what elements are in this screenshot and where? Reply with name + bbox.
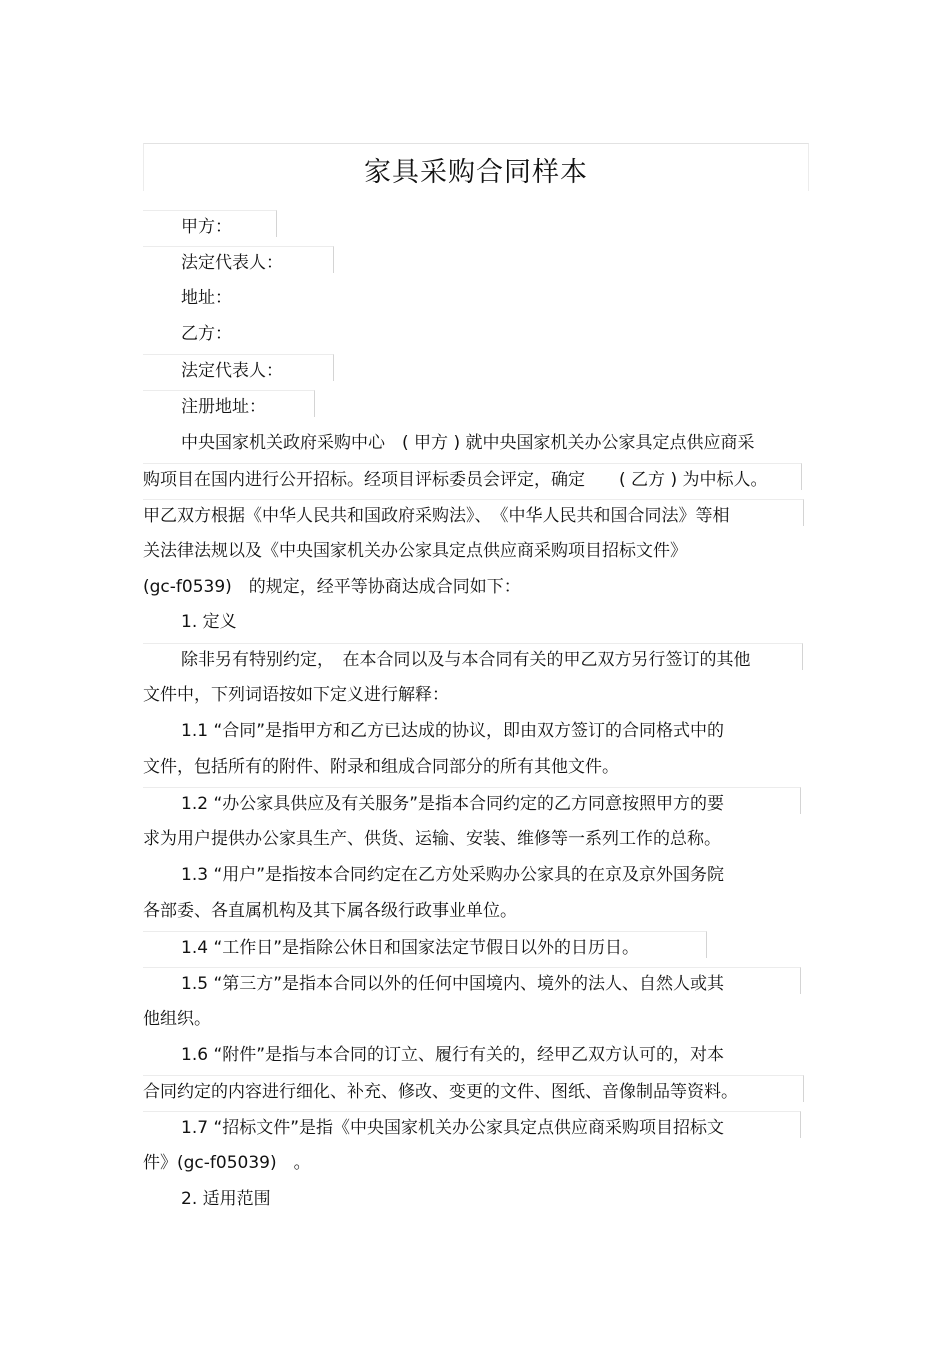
party-a-legal-rep-label: 法定代表人：: [143, 246, 334, 273]
party-b-label: 乙方：: [181, 324, 232, 344]
clause-line: 1.3 “用户”是指按本合同约定在乙方处采购办公家具的在京及京外国务院: [181, 865, 725, 885]
clause-line: 1.4 “工作日”是指除公休日和国家法定节假日以外的日历日。: [143, 931, 707, 958]
clause-line: 各部委、各直属机构及其下属各级行政事业单位。: [143, 901, 517, 921]
clause-line: 1.2 “办公家具供应及有关服务”是指本合同约定的乙方同意按照甲方的要: [143, 787, 801, 814]
paragraph-line: 关法律法规以及《中央国家机关办公家具定点供应商采购项目招标文件》: [143, 541, 687, 561]
paragraph-line: (gc-f0539) 的规定，经平等协商达成合同如下：: [143, 577, 521, 597]
paragraph-line: 除非另有特别约定， 在本合同以及与本合同有关的甲乙双方另行签订的其他: [143, 643, 803, 670]
paragraph-line: 购项目在国内进行公开招标。经项目评标委员会评定，确定 ( 乙方 ) 为中标人。: [143, 463, 802, 490]
paragraph-line: 文件中，下列词语按如下定义进行解释：: [143, 685, 449, 705]
document-title: 家具采购合同样本: [364, 157, 588, 188]
section-heading: 2. 适用范围: [181, 1189, 271, 1209]
party-a-label: 甲方：: [143, 210, 277, 237]
clause-line: 求为用户提供办公家具生产、供货、运输、安装、维修等一系列工作的总称。: [143, 829, 721, 849]
party-b-registered-address-label: 注册地址：: [143, 390, 315, 417]
clause-line: 1.7 “招标文件”是指《中央国家机关办公家具定点供应商采购项目招标文: [143, 1111, 801, 1138]
clause-line: 文件，包括所有的附件、附录和组成合同部分的所有其他文件。: [143, 757, 619, 777]
party-a-address-label: 地址：: [181, 288, 232, 308]
clause-line: 1.5 “第三方”是指本合同以外的任何中国境内、境外的法人、自然人或其: [143, 967, 801, 994]
section-heading: 1. 定义: [181, 612, 237, 632]
clause-line: 1.6 “附件”是指与本合同的订立、履行有关的，经甲乙双方认可的，对本: [181, 1045, 725, 1065]
clause-line: 件》(gc-f05039) 。: [143, 1153, 311, 1173]
paragraph-line: 甲乙双方根据《中华人民共和国政府采购法》、 《中华人民共和国合同法》等相: [143, 499, 804, 526]
clause-line: 合同约定的内容进行细化、补充、修改、变更的文件、图纸、音像制品等资料。: [143, 1075, 804, 1102]
title-box: [143, 143, 809, 191]
paragraph-line: 中央国家机关政府采购中心 ( 甲方 ) 就中央国家机关办公家具定点供应商采: [181, 433, 755, 453]
party-b-legal-rep-label: 法定代表人：: [143, 354, 334, 381]
clause-line: 他组织。: [143, 1009, 211, 1029]
clause-line: 1.1 “合同”是指甲方和乙方已达成的协议，即由双方签订的合同格式中的: [181, 721, 725, 741]
